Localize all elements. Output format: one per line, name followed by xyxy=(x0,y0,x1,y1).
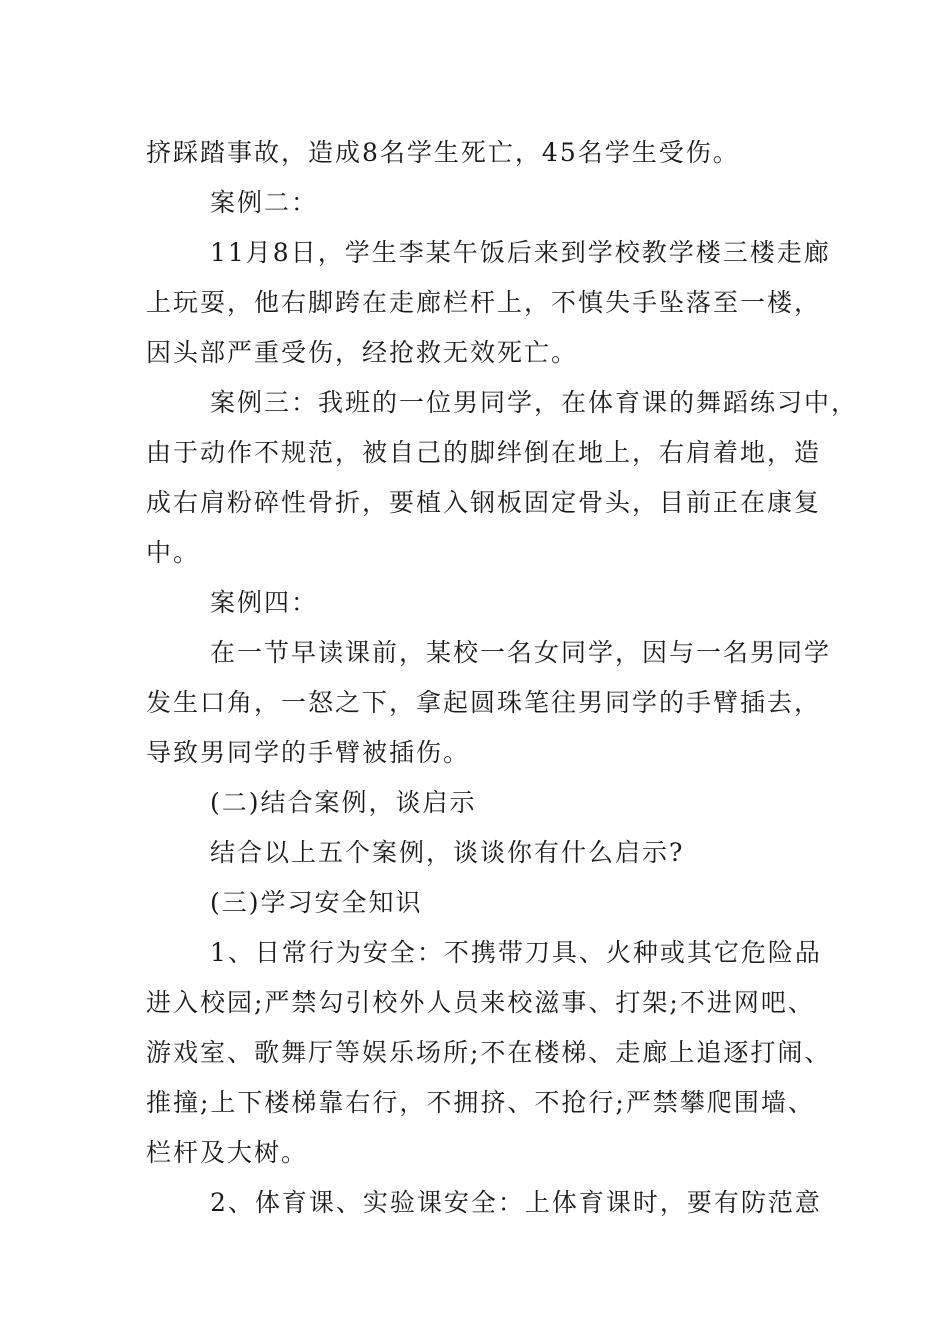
case-heading: 案例二： xyxy=(210,188,319,217)
text-line: 挤踩踏事故，造成8名学生死亡，45名学生受伤。 xyxy=(146,138,740,167)
text-line: 11月8日，学生李某午饭后来到学校教学楼三楼走廊 xyxy=(210,238,831,267)
text-line: 在一节早读课前，某校一名女同学，因与一名男同学 xyxy=(210,638,832,667)
text-line: 推撞;上下楼梯靠右行，不拥挤、不抢行;严禁攀爬围墙、 xyxy=(146,1088,815,1117)
text-line: 发生口角，一怒之下，拿起圆珠笔往男同学的手臂插去， xyxy=(146,688,822,717)
text-line: 由于动作不规范，被自己的脚绊倒在地上，右肩着地，造 xyxy=(146,438,822,467)
text-line: 上玩耍，他右脚跨在走廊栏杆上，不慎失手坠落至一楼， xyxy=(146,288,822,317)
text-line: 导致男同学的手臂被插伤。 xyxy=(146,738,471,767)
section-heading: (二)结合案例，谈启示 xyxy=(210,788,477,817)
text-line: 结合以上五个案例，谈谈你有什么启示? xyxy=(210,838,685,867)
text-line: 栏杆及大树。 xyxy=(146,1138,309,1167)
section-heading: (三)学习安全知识 xyxy=(210,888,423,917)
text-line: 2、体育课、实验课安全：上体育课时，要有防范意 xyxy=(210,1188,822,1217)
case-heading: 案例四： xyxy=(210,588,319,617)
text-line: 进入校园;严禁勾引校外人员来校滋事、打架;不进网吧、 xyxy=(146,988,815,1017)
text-line: 游戏室、歌舞厅等娱乐场所;不在楼梯、走廊上追逐打闹、 xyxy=(146,1038,832,1067)
text-line: 案例三：我班的一位男同学，在体育课的舞蹈练习中， xyxy=(210,388,859,417)
text-line: 因头部严重受伤，经抢救无效死亡。 xyxy=(146,338,579,367)
text-line: 中。 xyxy=(146,538,201,567)
text-line: 1、日常行为安全：不携带刀具、火种或其它危险品 xyxy=(210,938,822,967)
text-line: 成右肩粉碎性骨折，要植入钢板固定骨头，目前正在康复 xyxy=(146,488,822,517)
